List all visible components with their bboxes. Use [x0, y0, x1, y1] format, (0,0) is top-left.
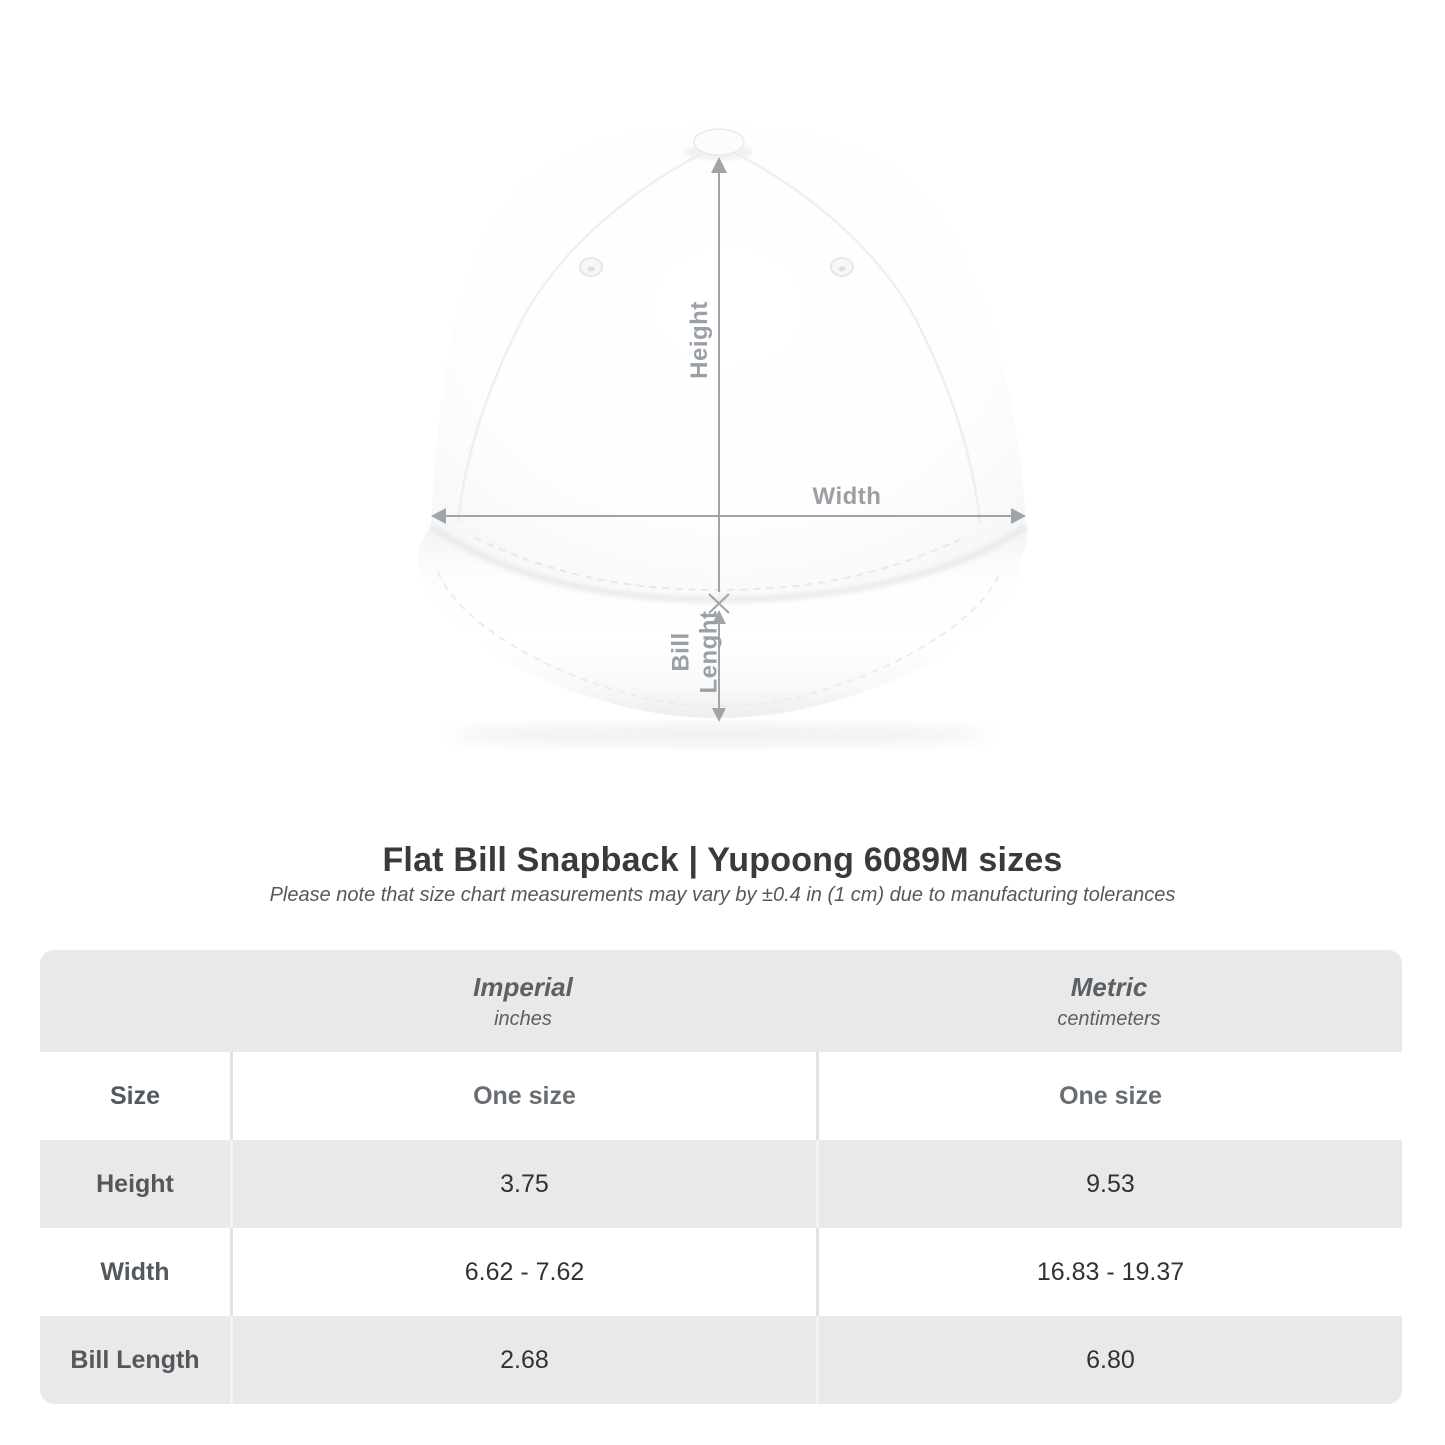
- height-dimension-label: Height: [686, 301, 713, 379]
- table-row-bill-length: [40, 1316, 1402, 1404]
- metric-value: 16.83 - 19.37: [816, 1228, 1402, 1316]
- imperial-column-header: [230, 972, 816, 1031]
- row-label: Height: [96, 1169, 174, 1198]
- page-title: Flat Bill Snapback | Yupoong 6089M sizes: [382, 841, 1063, 879]
- metric-value: 9.53: [816, 1140, 1402, 1228]
- right-eyelet: [831, 258, 853, 276]
- row-label: Size: [109, 1081, 161, 1110]
- table-row-size: [40, 1052, 1402, 1140]
- imperial-value: 2.68: [230, 1316, 816, 1404]
- imperial-unit-label: inches: [494, 1007, 552, 1030]
- table-row-height: [40, 1140, 1402, 1228]
- width-dimension-label: Width: [812, 483, 882, 510]
- bill-shadow: [449, 723, 989, 747]
- row-label: Bill Length: [70, 1345, 200, 1374]
- imperial-value: 6.62 - 7.62: [230, 1228, 816, 1316]
- bill-length-dimension-label: [667, 611, 722, 694]
- left-eyelet: [580, 258, 602, 276]
- table-body: [40, 1052, 1402, 1404]
- row-label: Width: [100, 1257, 170, 1286]
- hat-top-button: [694, 129, 744, 155]
- metric-unit-label: centimeters: [1057, 1007, 1161, 1030]
- tolerance-note: Please note that size chart measurements may vary by ±0.4 in (1 cm) due to manufacturing tolerances: [269, 884, 1176, 906]
- table-row-width: [40, 1228, 1402, 1316]
- bill-label-line1: Bill: [667, 632, 695, 672]
- metric-label: Metric: [1070, 971, 1148, 1002]
- imperial-label: Imperial: [473, 971, 573, 1002]
- metric-value: 6.80: [816, 1316, 1402, 1404]
- imperial-value: One size: [230, 1052, 816, 1140]
- size-chart-table: [40, 950, 1402, 1404]
- bill-label-line2: Lenght: [695, 610, 722, 694]
- metric-value: One size: [816, 1052, 1402, 1140]
- metric-column-header: [816, 972, 1402, 1031]
- imperial-value: 3.75: [230, 1140, 816, 1228]
- table-header-row: [40, 950, 1402, 1052]
